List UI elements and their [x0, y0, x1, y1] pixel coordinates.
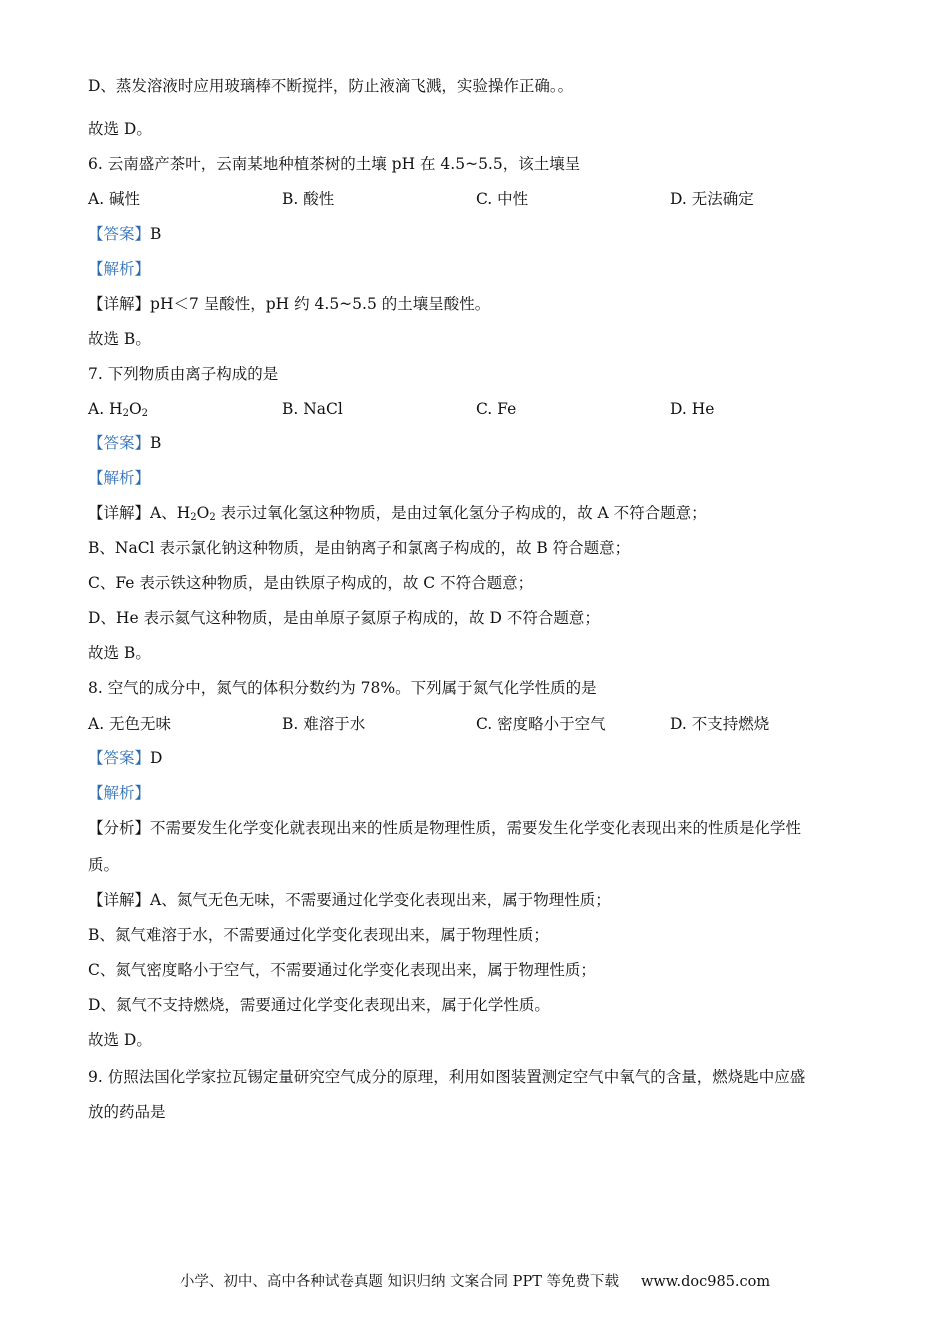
detail-line — [88, 503, 707, 528]
detail-tag: 【详解】 — [88, 891, 151, 909]
text-line: D、蒸发溶液时应用玻璃棒不断搅拌，防止液滴飞溅，实验操作正确。。 — [88, 77, 574, 95]
analysis-tag: 【解析】 — [88, 469, 151, 487]
analysis-text: 不需要发生化学变化就表现出来的性质是物理性质，需要发生化学变化表现出来的性质是化学性 — [150, 819, 802, 837]
formula-subscript: 2 — [190, 512, 197, 523]
option-a: A. 无色无味 — [88, 715, 172, 733]
formula-part: O — [128, 400, 142, 418]
question-7: 7. 下列物质由离子构成的是 — [88, 365, 279, 383]
option-a — [88, 399, 148, 424]
detail-line — [88, 294, 490, 314]
option-c: C. 中性 — [476, 190, 529, 208]
detail-tag: 【详解】 — [88, 504, 151, 522]
option-b: B. 酸性 — [282, 190, 335, 208]
question-8: 8. 空气的成分中，氮气的体积分数约为 78%。下列属于氮气化学性质的是 — [88, 679, 597, 697]
answer-line — [88, 224, 161, 244]
option-c: C. 密度略小于空气 — [476, 715, 606, 733]
option-b: B. 难溶于水 — [282, 715, 366, 733]
text-line: 故选 D。 — [88, 1031, 152, 1049]
detail-text: pH＜7 呈酸性，pH 约 4.5~5.5 的土壤呈酸性。 — [150, 295, 491, 313]
answer-tag: 【答案】 — [88, 749, 151, 767]
answer-tag: 【答案】 — [88, 434, 151, 452]
page-footer — [0, 1270, 950, 1291]
detail-tag: 【详解】 — [88, 295, 151, 313]
formula-subscript: 2 — [209, 512, 216, 523]
text-line: 故选 D。 — [88, 120, 152, 138]
detail-text: 表示过氧化氢这种物质，是由过氧化氢分子构成的，故 A 不符合题意； — [215, 504, 707, 522]
formula-subscript: 2 — [122, 408, 129, 419]
text-line: C、氮气密度略小于空气，不需要通过化学变化表现出来，属于物理性质； — [88, 961, 596, 979]
answer-tag: 【答案】 — [88, 225, 151, 243]
analysis-tag: 【解析】 — [88, 260, 151, 278]
option-d: D. 不支持燃烧 — [670, 715, 770, 733]
answer-value: D — [150, 749, 163, 767]
answer-line — [88, 433, 161, 453]
formula-subscript: 2 — [141, 408, 149, 419]
text-line: 质。 — [88, 856, 120, 874]
option-a: A. 碱性 — [88, 190, 141, 208]
detail-line — [88, 890, 611, 910]
footer-url[interactable]: www.doc985.com — [640, 1274, 771, 1290]
text-line: B、氮气难溶于水，不需要通过化学变化表现出来，属于物理性质； — [88, 926, 549, 944]
detail-text: A、H — [150, 504, 191, 522]
text-line: D、He 表示氦气这种物质，是由单原子氦原子构成的，故 D 不符合题意； — [88, 609, 600, 627]
option-d: D. He — [670, 400, 715, 418]
analysis-tag: 【解析】 — [88, 784, 151, 802]
option-d: D. 无法确定 — [670, 190, 754, 208]
text-line: 故选 B。 — [88, 644, 151, 662]
footer-text: 小学、初中、高中各种试卷真题 知识归纳 文案合同 PPT 等免费下载 — [179, 1274, 619, 1290]
text-line: 故选 B。 — [88, 330, 151, 348]
question-9: 9. 仿照法国化学家拉瓦锡定量研究空气成分的原理，利用如图装置测定空气中氧气的含量，燃烧匙中应盛 — [88, 1068, 806, 1086]
answer-value: B — [150, 434, 162, 452]
text-line: 放的药品是 — [88, 1103, 166, 1121]
detail-text: O — [196, 504, 210, 522]
answer-line — [88, 748, 162, 768]
analysis-sub-tag: 【分析】 — [88, 819, 151, 837]
formula-part: A. H — [88, 400, 123, 418]
text-line: D、氮气不支持燃烧，需要通过化学变化表现出来，属于化学性质。 — [88, 996, 550, 1014]
detail-text: A、氮气无色无味，不需要通过化学变化表现出来，属于物理性质； — [150, 891, 611, 909]
option-b: B. NaCl — [282, 400, 343, 418]
option-c: C. Fe — [476, 400, 517, 418]
text-line: B、NaCl 表示氯化钠这种物质，是由钠离子和氯离子构成的，故 B 符合题意； — [88, 539, 631, 557]
analysis-line — [88, 818, 801, 838]
answer-value: B — [150, 225, 162, 243]
text-line: C、Fe 表示铁这种物质，是由铁原子构成的，故 C 不符合题意； — [88, 574, 534, 592]
question-6: 6. 云南盛产茶叶，云南某地种植茶树的土壤 pH 在 4.5~5.5，该土壤呈 — [88, 155, 581, 173]
